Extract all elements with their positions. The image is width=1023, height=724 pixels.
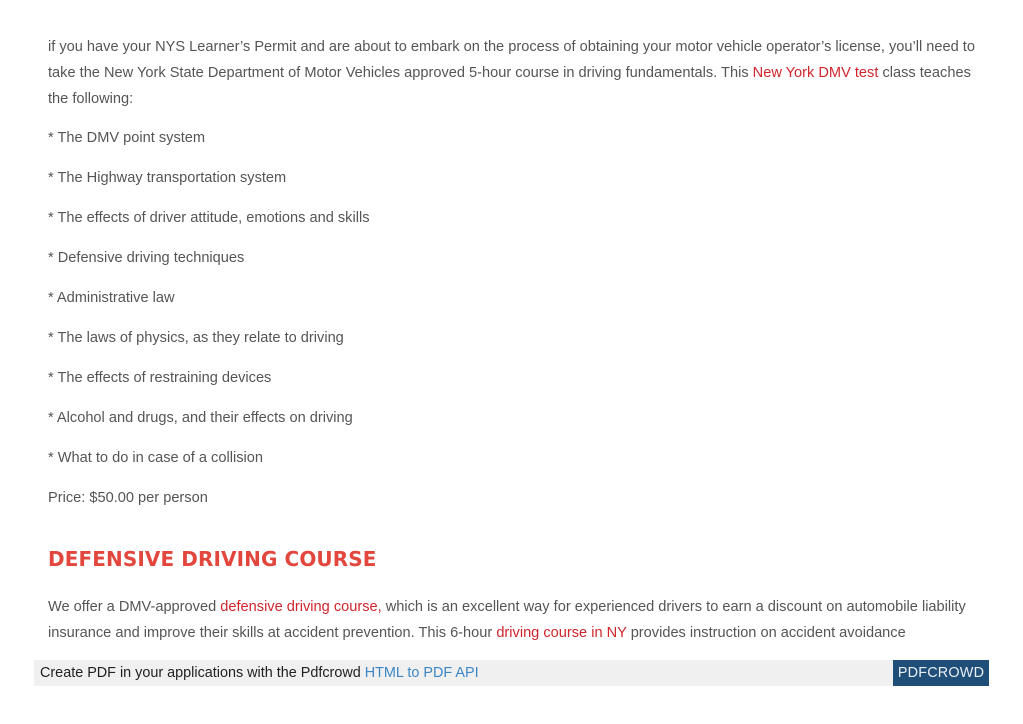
pdfcrowd-brand-button[interactable]: PDFCROWD [893,660,989,686]
list-item: * What to do in case of a collision [48,450,263,466]
list-item: * The effects of restraining devices [48,370,272,386]
list-item: * The laws of physics, as they relate to driving [48,330,344,346]
driving-course-ny-link[interactable]: driving course in NY [496,625,627,641]
list-item: * Alcohol and drugs, and their effects on driving [48,410,353,426]
defensive-text-2: which is an excellent way for experienced drivers to earn a discount on automobile liability insurance and improve their skills at accident prevention. This 6-hour [48,599,966,641]
list-item: * The DMV point system [48,130,206,146]
new-york-dmv-test-link[interactable]: New York DMV test [752,65,879,81]
intro-text-end: class teaches the following: [48,65,971,107]
defensive-driving-heading: DEFENSIVE DRIVING COURSE [48,547,377,571]
price-text: Price: $50.00 per person [48,490,208,506]
defensive-paragraph [48,594,978,646]
defensive-text-3: provides instruction on accident avoidance [626,625,906,641]
defensive-driving-course-link[interactable]: defensive driving course, [220,599,382,615]
intro-text-start: if you have your NYS Learner’s Permit and are about to embark on the process of obtaining your motor vehicle operator’s license, you’ll need to take the New York State Department of Motor Vehicles approved 5-hour course in driving fundamentals. This [48,39,975,81]
html-to-pdf-api-link[interactable]: HTML to PDF API [364,665,479,681]
pdfcrowd-footer-bar [34,660,989,686]
footer-text [40,660,479,686]
list-item: * Defensive driving techniques [48,250,245,266]
list-item: * Administrative law [48,290,175,306]
article-content [48,34,978,646]
topics-list [48,125,978,471]
footer-label: Create PDF in your applications with the Pdfcrowd [40,665,365,681]
defensive-text-1: We offer a DMV-approved [48,599,221,615]
list-item: * The effects of driver attitude, emotions and skills [48,210,370,226]
list-item: * The Highway transportation system [48,170,287,186]
intro-paragraph [48,34,978,112]
